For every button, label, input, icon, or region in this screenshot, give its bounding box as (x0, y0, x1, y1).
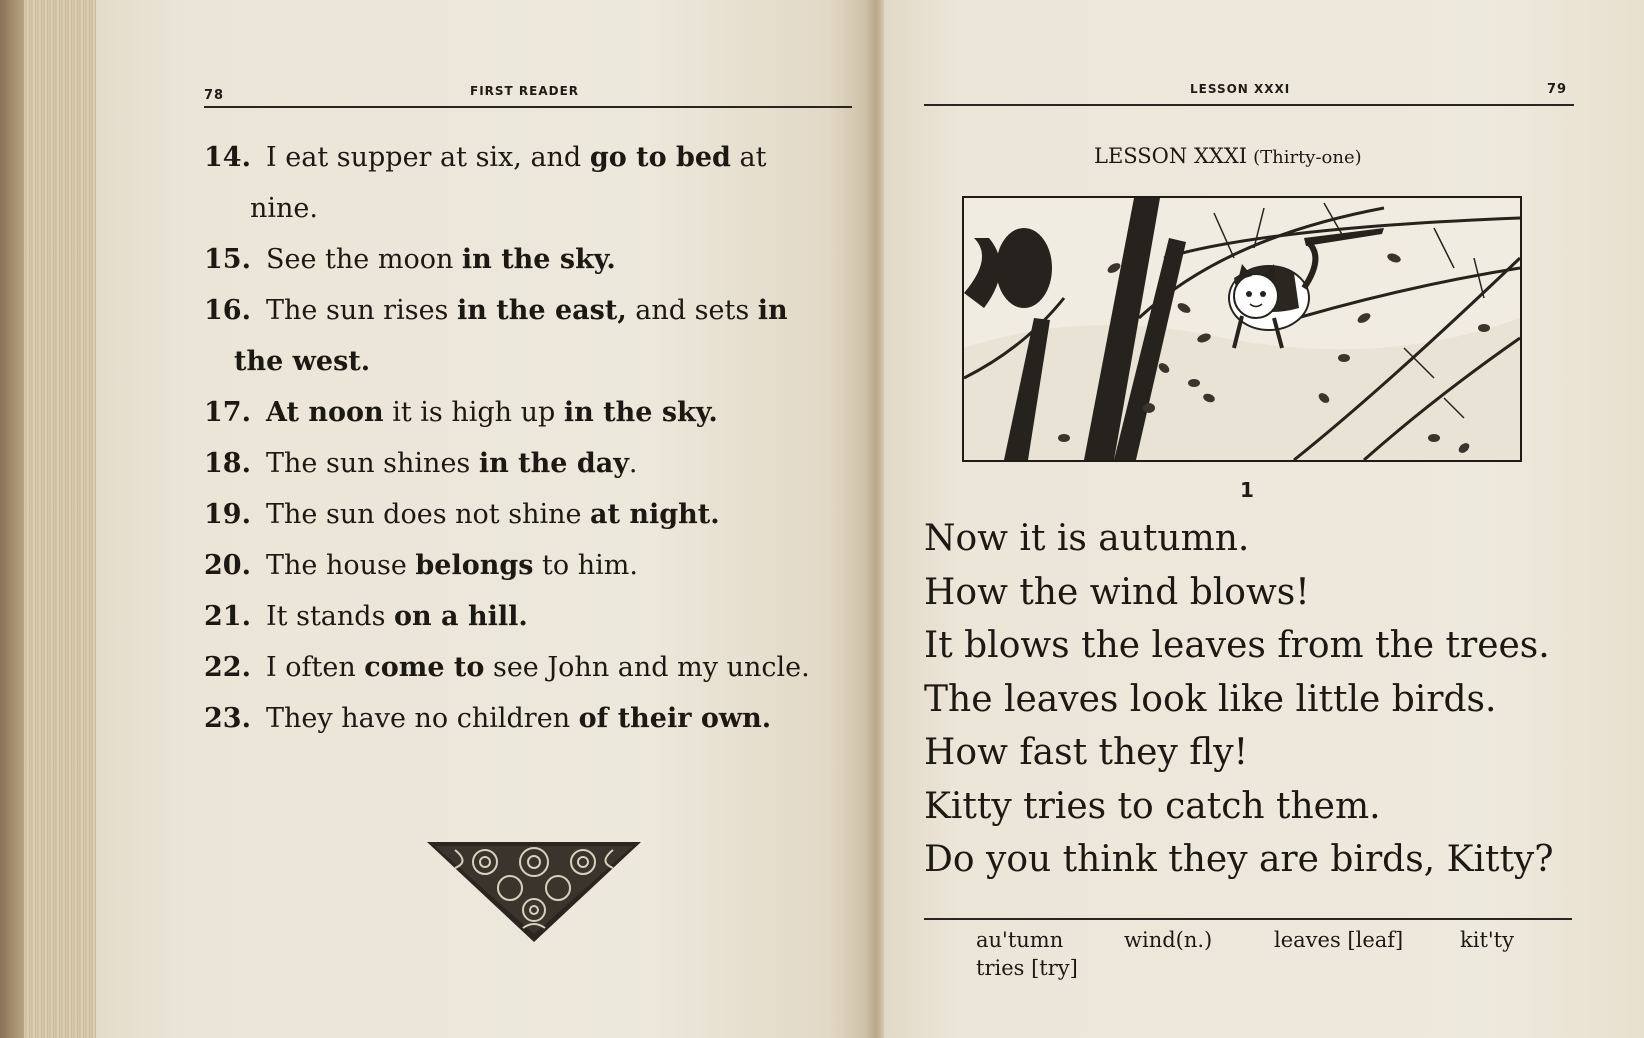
lesson-title-main: LESSON XXXI (1094, 144, 1248, 168)
sentence-number: 16. (204, 295, 251, 326)
autumn-kitten-illustration (962, 196, 1522, 462)
lesson-title (1094, 144, 1362, 168)
sentence-emphasis: at night. (590, 499, 720, 530)
sentence-number: 18. (204, 448, 251, 479)
sentence-text: and sets (626, 295, 758, 326)
right-running-head: LESSON XXXI (1190, 82, 1291, 96)
sentence-text: I eat supper at six, and (266, 142, 590, 173)
sentence-text: The house (266, 550, 416, 581)
sentence-18 (204, 438, 638, 489)
sentence-text: The sun shines (266, 448, 479, 479)
sentence-text: . (628, 448, 638, 479)
sentence-emphasis: belongs (415, 550, 534, 581)
story-line: Kitty tries to catch them. (924, 785, 1381, 827)
sentence-number: 23. (204, 703, 251, 734)
sentence-text: The sun does not shine (266, 499, 591, 530)
left-header-rule (204, 106, 852, 108)
vocab-tries: tries [try] (976, 956, 1078, 980)
right-header-rule (924, 104, 1574, 106)
sentence-emphasis: in the day (478, 448, 629, 479)
story-line: It blows the leaves from the trees. (924, 625, 1550, 666)
sentence-continuation: nine. (250, 193, 318, 224)
sentence-number: 21. (204, 601, 251, 632)
sentence-text: See the moon (266, 244, 462, 275)
sentence-emphasis: in the sky. (461, 244, 616, 275)
lesson-title-subtitle: (Thirty-one) (1253, 147, 1362, 168)
sentence-emphasis: in the sky. (563, 397, 718, 428)
vocab-kitty: kit'ty (1460, 928, 1514, 952)
sentence-number: 14. (204, 142, 251, 173)
sentence-17 (204, 387, 718, 438)
right-page-number: 79 (1547, 82, 1568, 97)
book-spine-edge (0, 0, 24, 1038)
story-line: Do you think they are birds, Kitty? (924, 839, 1554, 880)
left-running-head: FIRST READER (470, 84, 580, 98)
sentence-text: The sun rises (266, 295, 457, 326)
sentence-15 (204, 234, 616, 285)
sentence-text: see John and my uncle. (484, 652, 810, 683)
sentence-number: 15. (204, 244, 251, 275)
vocab-autumn: au'tumn (976, 928, 1064, 952)
sentence-21 (204, 591, 528, 642)
sentence-number: 22. (204, 652, 251, 683)
sentence-emphasis: At noon (266, 397, 384, 428)
vocab-wind: wind(n.) (1124, 928, 1213, 952)
vocabulary-rule (924, 918, 1572, 920)
sentence-text: It stands (266, 601, 395, 632)
sentence-text: I often (266, 652, 365, 683)
sentence-emphasis: on a hill. (394, 601, 528, 632)
sentence-number: 20. (204, 550, 251, 581)
sentence-20 (204, 540, 638, 591)
vocab-leaves: leaves [leaf] (1274, 928, 1404, 952)
sentence-19 (204, 489, 720, 540)
sentence-number: 19. (204, 499, 251, 530)
sentence-text: it is high up (383, 397, 564, 428)
story-line: Now it is autumn. (924, 518, 1250, 559)
picture-number: 1 (1240, 478, 1254, 502)
sentence-23 (204, 693, 771, 744)
ornament-icon (425, 840, 643, 944)
sentence-text: They have no children (266, 703, 579, 734)
story-line: The leaves look like little birds. (924, 678, 1497, 720)
sentence-text: to him. (533, 550, 638, 581)
lesson-story (924, 512, 1554, 887)
sentence-number: 17. (204, 397, 251, 428)
sentence-14 (204, 132, 766, 183)
sentence-emphasis: in (757, 295, 788, 326)
sentence-emphasis: of their own. (578, 703, 772, 734)
sentence-emphasis: go to bed (589, 142, 731, 173)
sentence-16 (204, 285, 788, 336)
sentence-continuation: the west. (234, 346, 371, 377)
sentence-emphasis: in the east, (457, 295, 627, 326)
sentence-22 (204, 642, 810, 693)
sentence-text: at (730, 142, 767, 173)
story-line: How fast they fly! (924, 732, 1249, 773)
left-page-number: 78 (204, 88, 225, 103)
sentence-emphasis: come to (364, 652, 485, 683)
story-line: How the wind blows! (924, 571, 1310, 613)
